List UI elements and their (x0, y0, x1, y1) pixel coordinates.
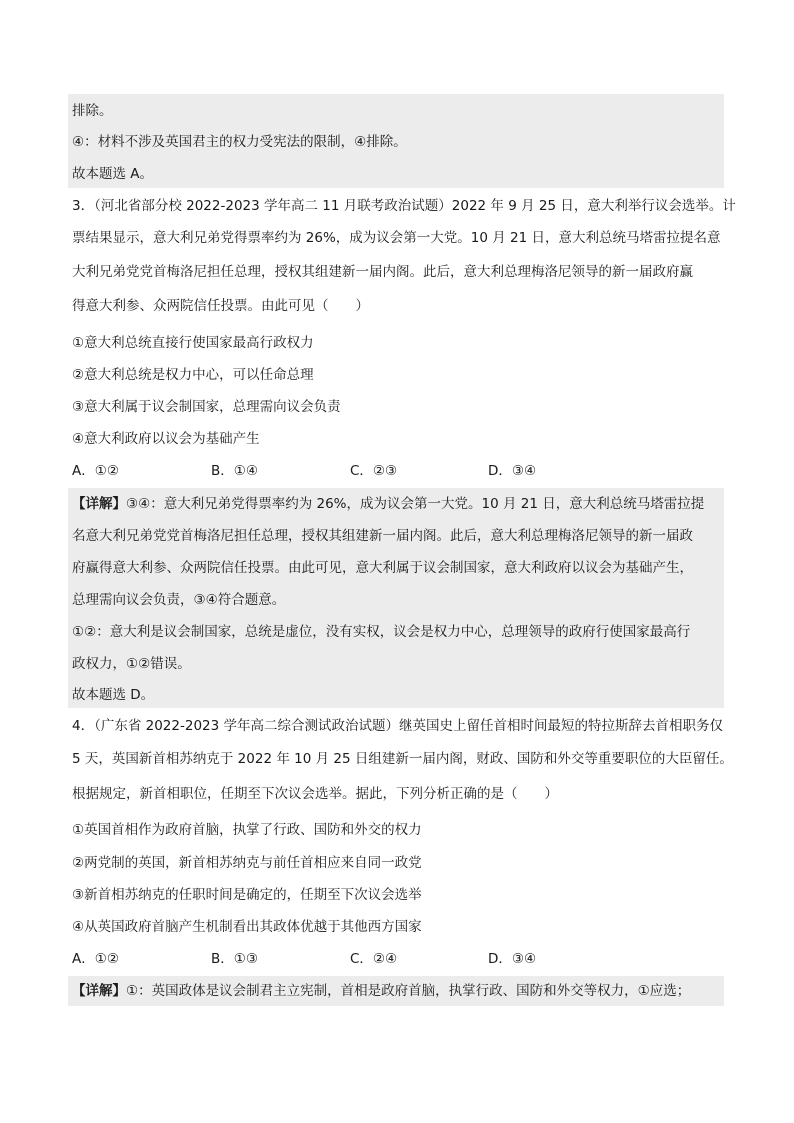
question-3-stem: 票结果显示，意大利兄弟党得票率约为 26%，成为议会第一大党。10 月 21 日，意大利总统马塔雷拉提名意 (72, 230, 721, 246)
detail-line: 政权力，①②错误。 (72, 656, 191, 672)
question-4-stem: 4．（广东省 2022-2023 学年高二综合测试政治试题）继英国史上留任首相时间最短的特拉斯辞去首相职务仅 (72, 718, 724, 734)
detail-line: 名意大利兄弟党党首梅洛尼担任总理，授权其组建新一届内阁。此后，意大利总理梅洛尼领导的新一届政 (72, 528, 693, 544)
detail-line: 故本题选 D。 (72, 687, 155, 703)
detail-line: ①②：意大利是议会制国家，总统是虚位，没有实权，议会是权力中心，总理领导的政府行使国家最高行 (72, 624, 691, 640)
question-4-option-d: D．③④ (488, 951, 537, 967)
text-line: ④：材料不涉及英国君主的权力受宪法的限制，④排除。 (72, 134, 407, 150)
question-3-item: ④意大利政府以议会为基础产生 (72, 431, 260, 447)
question-3-option-a: A．①② (72, 463, 119, 479)
question-4-stem: 根据规定，新首相职位，任期至下次议会选举。据此，下列分析正确的是（ ） (72, 786, 558, 802)
question-3-item: ③意大利属于议会制国家，总理需向议会负责 (72, 399, 341, 415)
question-3-stem: 得意大利参、众两院信任投票。由此可见（ ） (72, 298, 369, 314)
text-line: 排除。 (72, 103, 113, 119)
question-4-option-c: C．②④ (350, 951, 398, 967)
text-line: 故本题选 A。 (72, 166, 154, 182)
detail-text: ①：英国政体是议会制君主立宪制，首相是政府首脑，执掌行政、国防和外交等权力，①应选； (126, 983, 691, 999)
question-3-option-d: D．③④ (488, 463, 537, 479)
detail-line (72, 494, 704, 514)
question-3-item: ①意大利总统直接行使国家最高行政权力 (72, 335, 314, 351)
question-4-stem: 5 天，英国新首相苏纳克于 2022 年 10 月 25 日组建新一届内阁，财政、国防和外交等重要职位的大臣留任。 (72, 751, 733, 767)
detail-tag: 【详解】 (72, 983, 126, 999)
question-3-option-b: B．①④ (211, 463, 258, 479)
question-4-item: ①英国首相作为政府首脑，执掌了行政、国防和外交的权力 (72, 822, 422, 838)
question-4-item: ③新首相苏纳克的任职时间是确定的，任期至下次议会选举 (72, 887, 422, 903)
question-3-stem: 3．（河北省部分校 2022-2023 学年高二 11 月联考政治试题）2022 年 9 月 25 日，意大利举行议会选举。计 (72, 198, 736, 214)
question-3-item: ②意大利总统是权力中心，可以任命总理 (72, 367, 314, 383)
detail-line (72, 981, 690, 1001)
question-3-stem: 大利兄弟党党首梅洛尼担任总理，授权其组建新一届内阁。此后，意大利总理梅洛尼领导的新一届政府赢 (72, 264, 693, 280)
detail-text: ③④：意大利兄弟党得票率约为 26%，成为议会第一大党。10 月 21 日，意大利总统马塔雷拉提 (126, 496, 705, 512)
question-4-option-b: B．①③ (211, 951, 258, 967)
question-3-option-c: C．②③ (350, 463, 398, 479)
question-4-option-a: A．①② (72, 951, 119, 967)
detail-tag: 【详解】 (72, 496, 126, 512)
detail-line: 府赢得意大利参、众两院信任投票。由此可见，意大利属于议会制国家，意大利政府以议会为基础产生， (72, 560, 693, 576)
detail-line: 总理需向议会负责，③④符合题意。 (72, 592, 286, 608)
question-4-item: ②两党制的英国，新首相苏纳克与前任首相应来自同一政党 (72, 855, 422, 871)
question-4-item: ④从英国政府首脑产生机制看出其政体优越于其他西方国家 (72, 919, 422, 935)
